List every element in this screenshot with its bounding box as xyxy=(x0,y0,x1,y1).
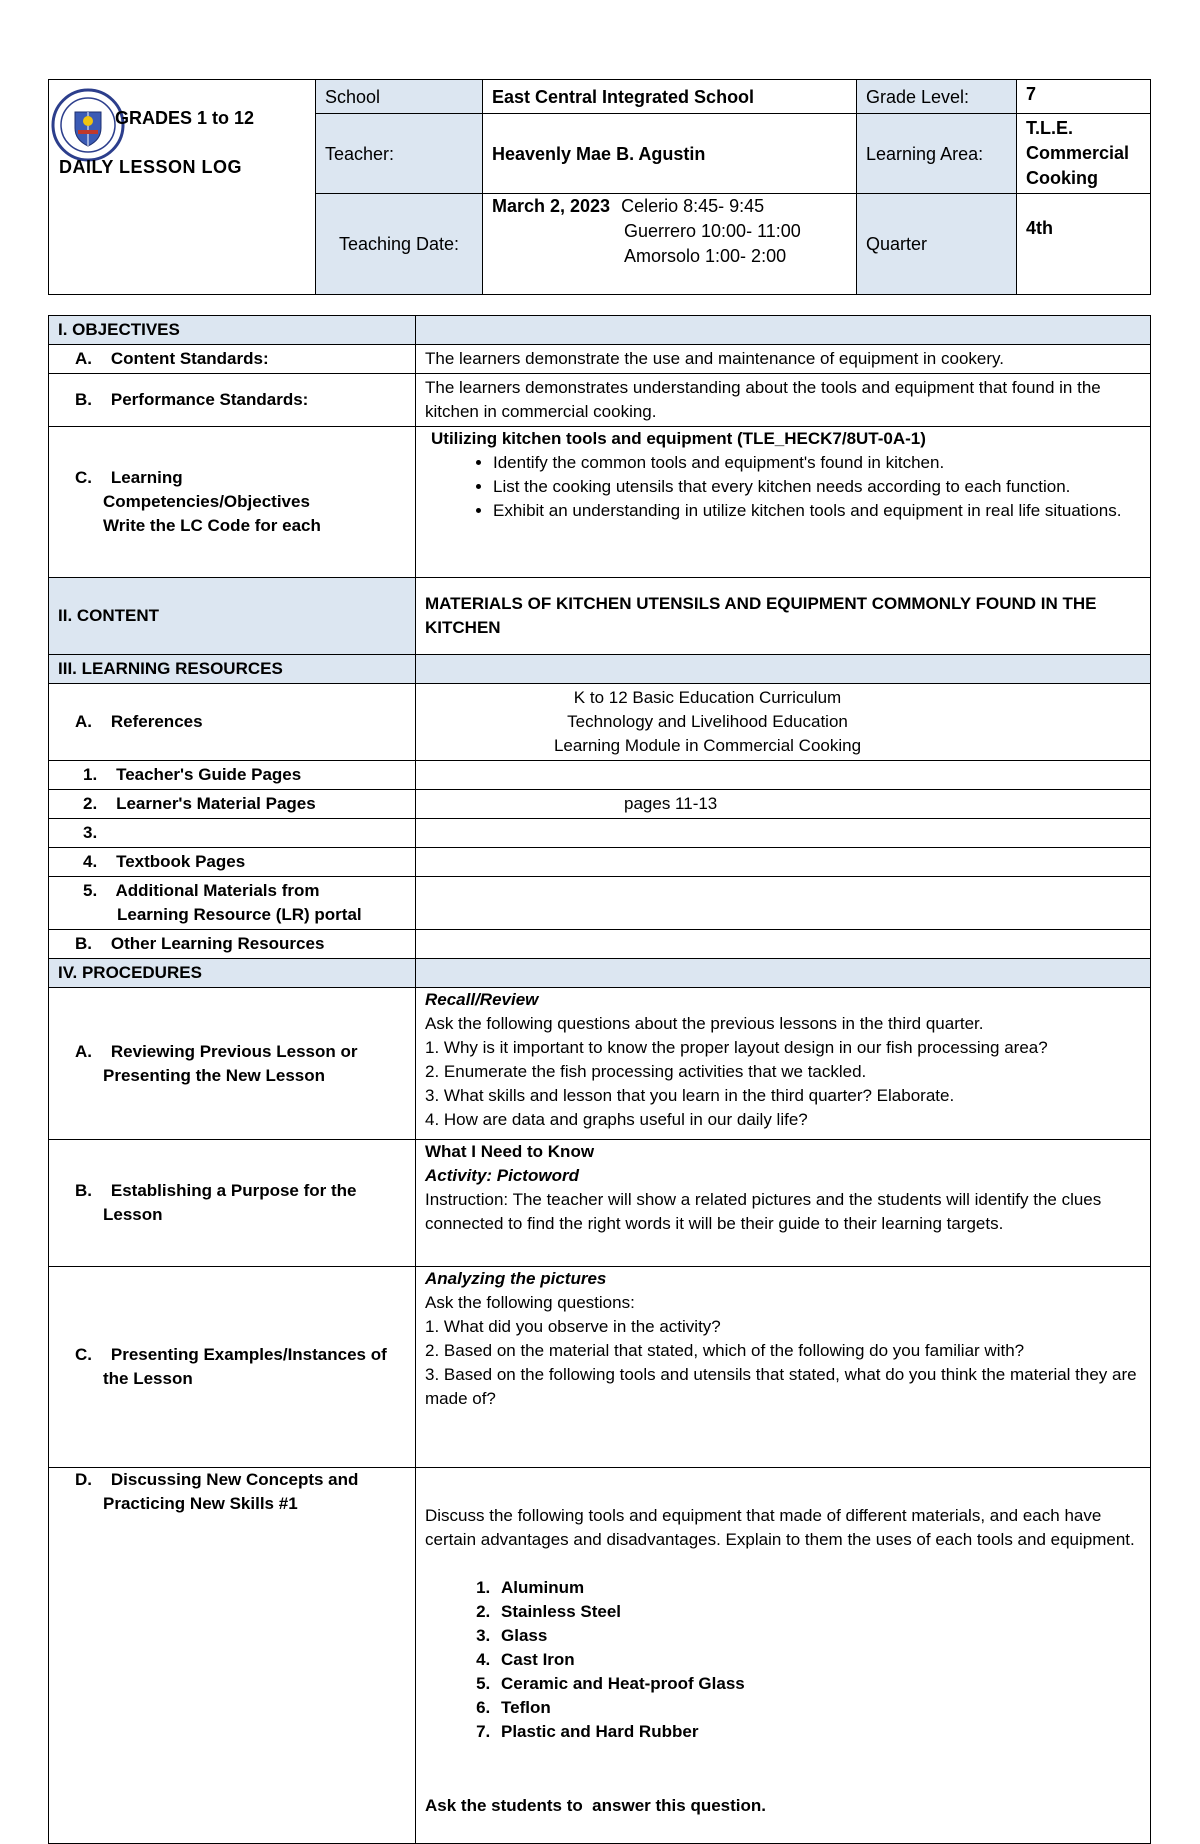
textbook-pages-value xyxy=(416,848,1151,877)
teachers-guide-value xyxy=(416,761,1151,790)
procedure-b-label-2: Lesson xyxy=(103,1205,163,1224)
competencies-value xyxy=(416,427,1151,578)
competency-item: • List the cooking utensils that every kitchen needs according to each function. xyxy=(493,475,1141,499)
procedures-heading-blank xyxy=(416,959,1151,988)
procedure-b-title: What I Need to Know xyxy=(425,1142,595,1161)
procedure-a-label-2: Presenting the New Lesson xyxy=(103,1065,325,1085)
procedure-c-label-2: the Lesson xyxy=(103,1369,193,1388)
procedure-a-line: 4. How are data and graphs useful in our daily life? xyxy=(425,1110,808,1129)
procedure-c-line: Ask the following questions: xyxy=(425,1293,635,1312)
procedure-d-label-2: Practicing New Skills #1 xyxy=(103,1494,298,1513)
learners-material-value: pages 11-13 xyxy=(416,790,1151,819)
additional-materials-line-1: 5. Additional Materials from xyxy=(83,881,320,900)
procedure-b-value xyxy=(416,1140,1151,1267)
procedure-d-value xyxy=(416,1468,1151,1844)
procedure-c-line: 1. What did you observe in the activity? xyxy=(425,1317,721,1336)
schedule-line-3: Amorsolo 1:00- 2:00 xyxy=(624,246,787,266)
content-heading: II. CONTENT xyxy=(49,578,416,655)
other-resources-label: B. Other Learning Resources xyxy=(49,930,416,959)
additional-materials-line-2: Learning Resource (LR) portal xyxy=(117,905,362,924)
additional-materials-value xyxy=(416,877,1151,930)
procedure-a-line: 3. What skills and lesson that you learn in the third quarter? Elaborate. xyxy=(425,1086,955,1105)
learning-area-value xyxy=(1017,114,1151,194)
quarter-value: 4th xyxy=(1017,194,1151,295)
school-label: School xyxy=(316,80,483,114)
learning-resources-heading-blank xyxy=(416,655,1151,684)
material-item: 7. Plastic and Hard Rubber xyxy=(495,1720,1141,1744)
reference-line: Technology and Livelihood Education xyxy=(567,712,848,731)
content-standards-value: The learners demonstrate the use and maintenance of equipment in cookery. xyxy=(416,345,1151,374)
procedure-a-label-1: A. Reviewing Previous Lesson or xyxy=(75,1041,358,1061)
resource-item-3-value xyxy=(416,819,1151,848)
reference-line: Learning Module in Commercial Cooking xyxy=(553,736,862,755)
school-value: East Central Integrated School xyxy=(483,80,857,114)
textbook-pages-label: 4. Textbook Pages xyxy=(49,848,416,877)
learners-material-label: 2. Learner's Material Pages xyxy=(49,790,416,819)
dll-title-grades: GRADES 1 to 12 xyxy=(115,108,255,128)
material-item: 1. Aluminum xyxy=(495,1576,1141,1600)
performance-standards-label: B. Performance Standards: xyxy=(49,374,416,427)
competency-list xyxy=(425,451,1141,523)
references-label: A. References xyxy=(49,684,416,761)
teachers-guide-label: 1. Teacher's Guide Pages xyxy=(49,761,416,790)
procedure-d-label xyxy=(49,1468,416,1844)
learning-area-line-3: Cooking xyxy=(1026,168,1098,188)
deped-seal-icon xyxy=(51,88,125,162)
teaching-date: March 2, 2023 xyxy=(492,196,611,216)
content-standards-label: A. Content Standards: xyxy=(49,345,416,374)
references-value xyxy=(416,684,1151,761)
reference-line: K to 12 Basic Education Curriculum xyxy=(573,688,842,707)
dll-title-log: DAILY LESSON LOG xyxy=(59,157,243,177)
grade-level-value: 7 xyxy=(1017,80,1151,114)
procedure-d-closing: Ask the students to answer this question. xyxy=(425,1796,766,1815)
learning-area-label: Learning Area: xyxy=(857,114,1017,194)
material-item: 2. Stainless Steel xyxy=(495,1600,1141,1624)
schedule-line-1: Celerio 8:45- 9:45 xyxy=(621,196,765,216)
quarter-label: Quarter xyxy=(857,194,1017,295)
learning-area-line-1: T.L.E. xyxy=(1026,118,1074,138)
procedure-a-label xyxy=(49,988,416,1140)
materials-list xyxy=(425,1576,1141,1744)
procedure-a-line: Ask the following questions about the previous lessons in the third quarter. xyxy=(425,1014,984,1033)
competencies-label-1: C. Learning xyxy=(75,468,183,487)
procedure-a-line: 2. Enumerate the fish processing activities that we tackled. xyxy=(425,1062,867,1081)
competency-item: • Identify the common tools and equipment's found in kitchen. xyxy=(493,451,1141,475)
procedure-b-activity: Activity: Pictoword xyxy=(425,1166,579,1185)
grade-level-label: Grade Level: xyxy=(857,80,1017,114)
competency-item: • Exhibit an understanding in utilize kitchen tools and equipment in real life situations. xyxy=(493,499,1141,523)
objectives-heading-blank xyxy=(416,316,1151,345)
procedure-a-value xyxy=(416,988,1151,1140)
objectives-heading: I. OBJECTIVES xyxy=(49,316,416,345)
procedure-b-text: Instruction: The teacher will show a related pictures and the students will identify the clues connected to find the right words it will be their guide to their learning targets. xyxy=(425,1190,1102,1233)
material-item: 6. Teflon xyxy=(495,1696,1141,1720)
teacher-value: Heavenly Mae B. Agustin xyxy=(483,114,857,194)
learning-resources-heading: III. LEARNING RESOURCES xyxy=(49,655,416,684)
material-item: 4. Cast Iron xyxy=(495,1648,1141,1672)
performance-standards-value: The learners demonstrates understanding about the tools and equipment that found in the kitchen in commercial cooking. xyxy=(416,374,1151,427)
procedure-c-line: 3. Based on the following tools and utensils that stated, what do you think the material they are made of? xyxy=(425,1365,1137,1408)
competency-title: Utilizing kitchen tools and equipment (TLE_HECK7/8UT-0A-1) xyxy=(431,429,926,448)
learning-area-line-2: Commercial xyxy=(1026,143,1130,163)
header-table xyxy=(48,79,1151,295)
content-value: MATERIALS OF KITCHEN UTENSILS AND EQUIPMENT COMMONLY FOUND IN THE KITCHEN xyxy=(416,578,1151,655)
schedule-line-2: Guerrero 10:00- 11:00 xyxy=(624,221,801,241)
procedure-c-label xyxy=(49,1267,416,1468)
procedure-b-label-1: B. Establishing a Purpose for the xyxy=(75,1181,357,1200)
lesson-log-table xyxy=(48,315,1151,1844)
procedure-c-label-1: C. Presenting Examples/Instances of xyxy=(75,1345,387,1364)
procedure-d-label-1: D. Discussing New Concepts and xyxy=(75,1470,359,1489)
logo-title-cell xyxy=(49,80,316,295)
procedure-d-text: Discuss the following tools and equipment that made of different materials, and each have certain advantages and disadvantages. Explain to them the uses of each tools and equipment. xyxy=(425,1506,1135,1549)
competencies-label-2: Competencies/Objectives xyxy=(103,492,310,511)
procedure-c-value xyxy=(416,1267,1151,1468)
material-item: 3. Glass xyxy=(495,1624,1141,1648)
competencies-label-3: Write the LC Code for each xyxy=(103,516,321,535)
procedure-b-label xyxy=(49,1140,416,1267)
procedure-a-title: Recall/Review xyxy=(425,990,539,1009)
procedure-c-line: 2. Based on the material that stated, which of the following do you familiar with? xyxy=(425,1341,1025,1360)
procedures-heading: IV. PROCEDURES xyxy=(49,959,416,988)
competencies-label xyxy=(49,427,416,578)
material-item: 5. Ceramic and Heat-proof Glass xyxy=(495,1672,1141,1696)
procedure-c-title: Analyzing the pictures xyxy=(425,1269,607,1288)
resource-item-3-label: 3. xyxy=(49,819,416,848)
teaching-date-value xyxy=(483,194,857,295)
procedure-a-line: 1. Why is it important to know the proper layout design in our fish processing area? xyxy=(425,1038,1048,1057)
additional-materials-label xyxy=(49,877,416,930)
other-resources-value xyxy=(416,930,1151,959)
teaching-date-label: Teaching Date: xyxy=(316,194,483,295)
teacher-label: Teacher: xyxy=(316,114,483,194)
